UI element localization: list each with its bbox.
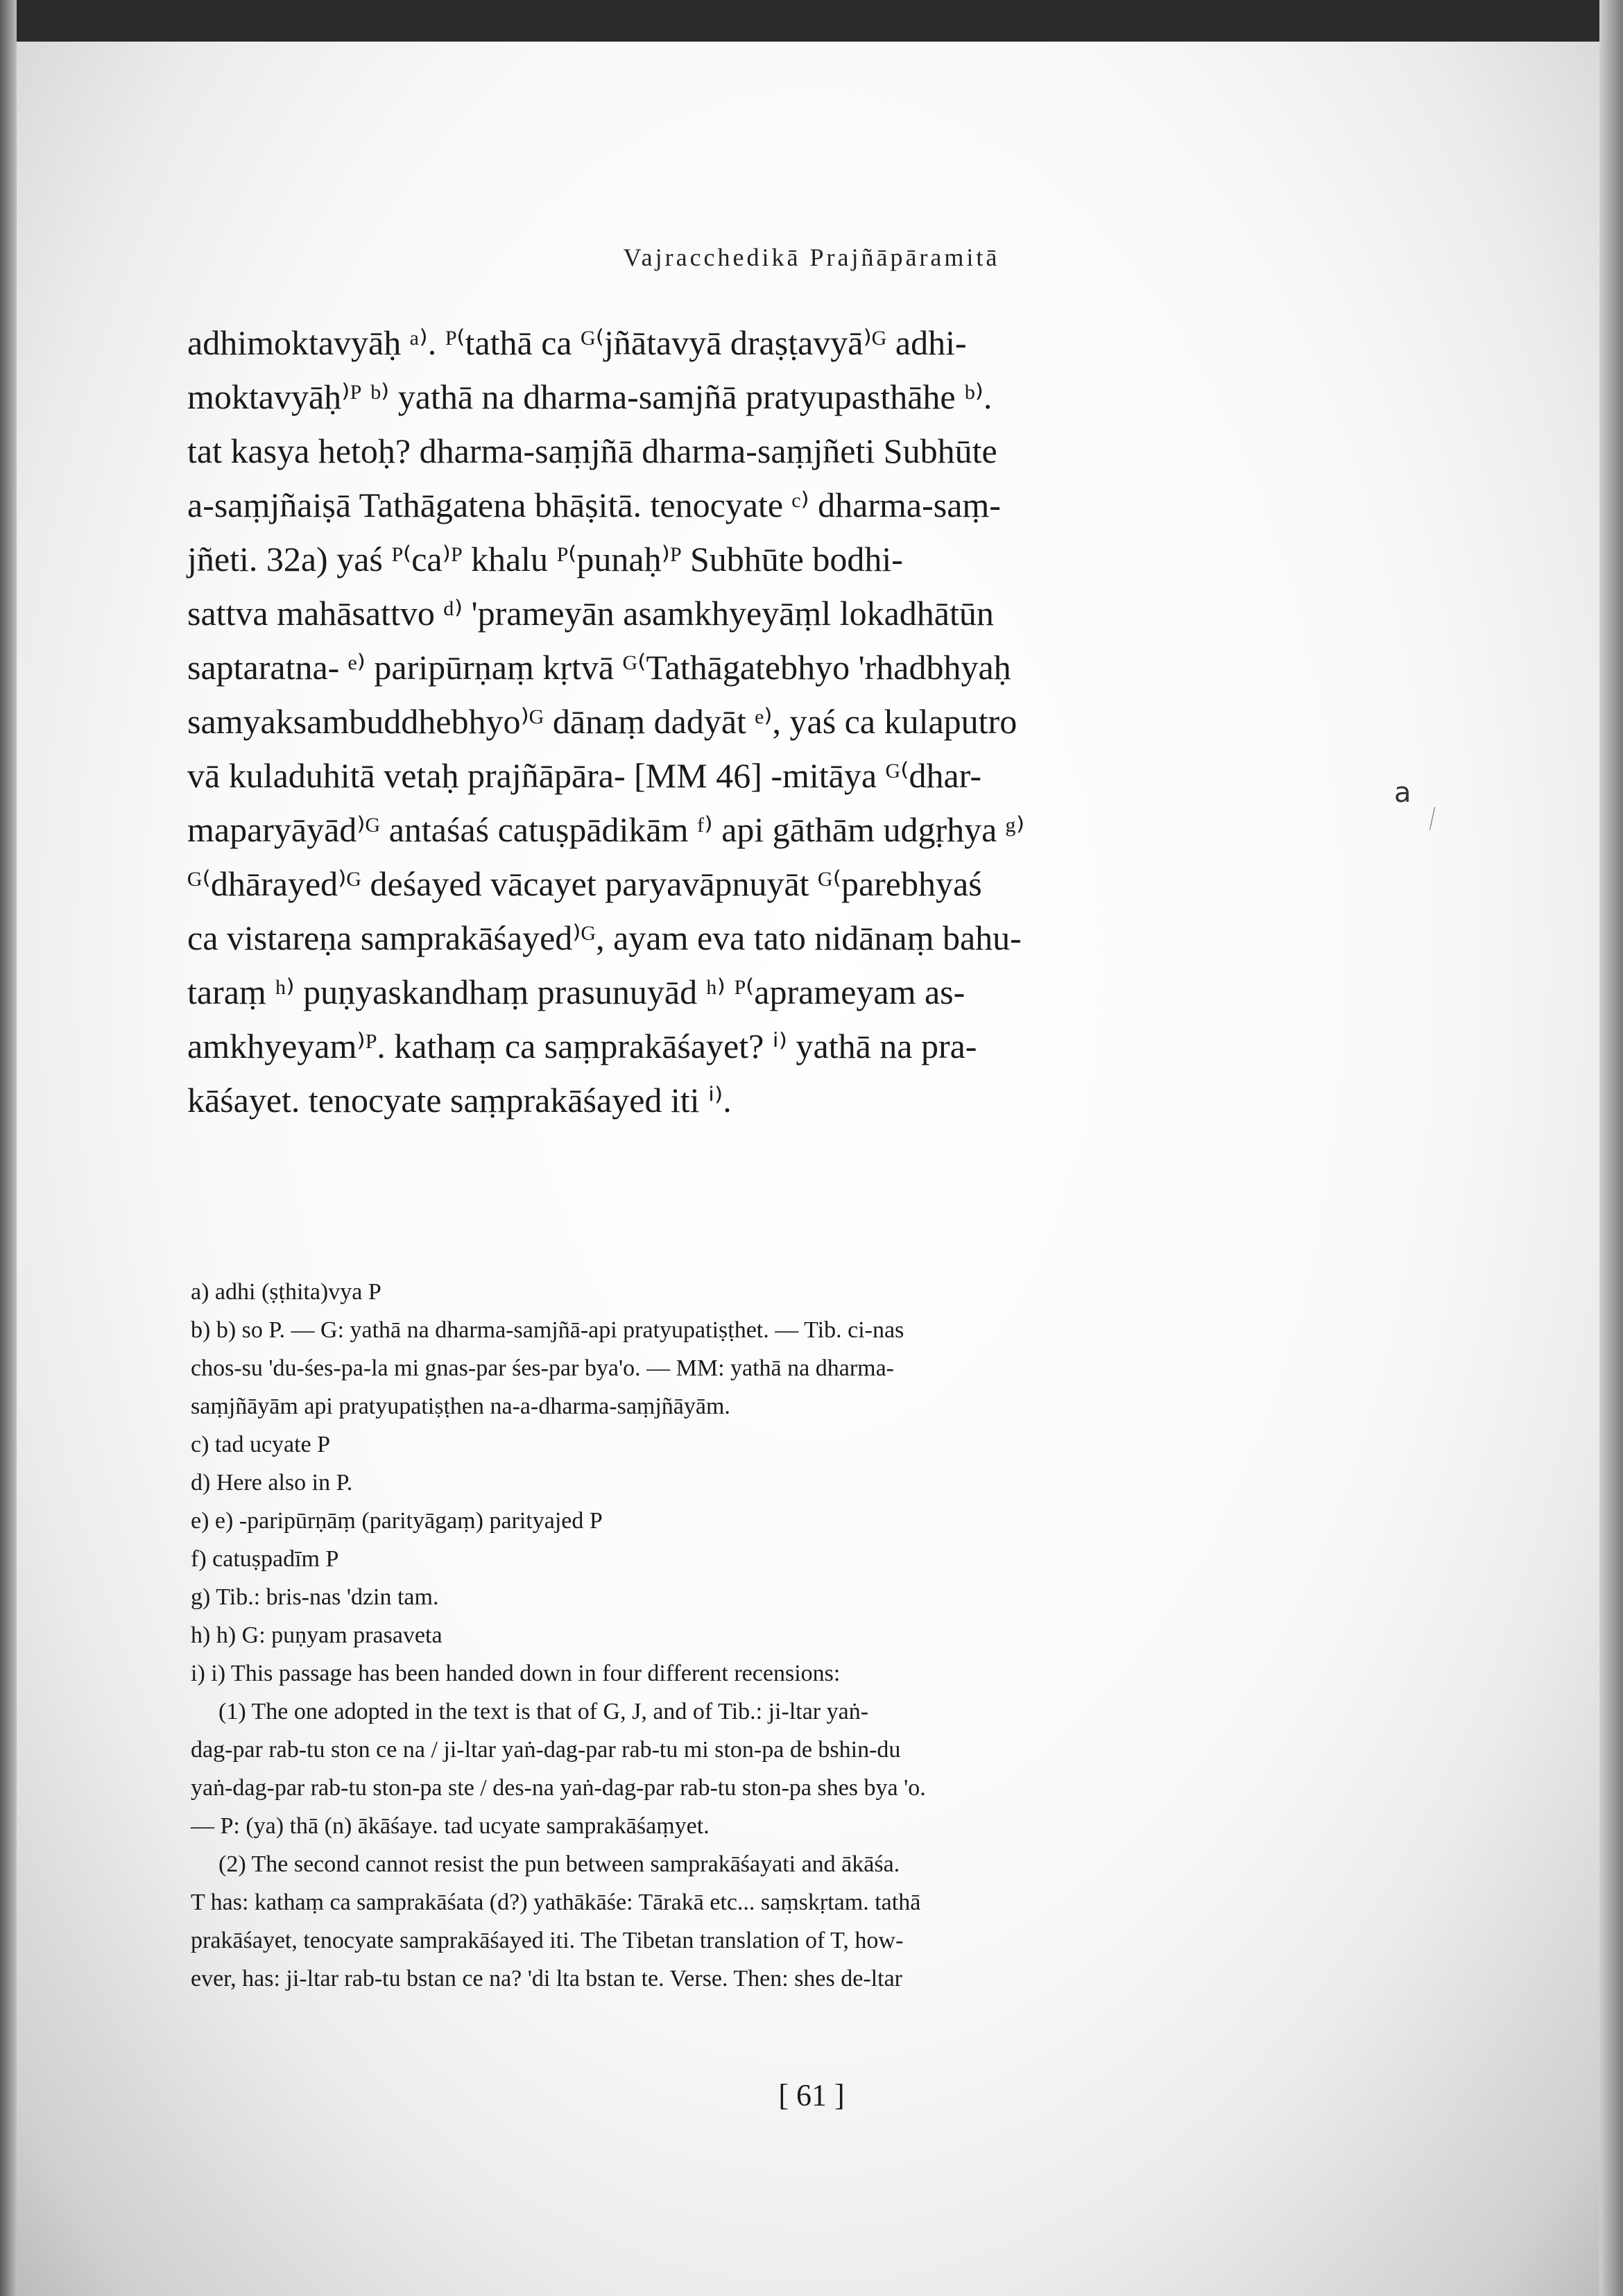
footnote-line: a) adhi (ṣṭhita)vya P <box>191 1279 381 1305</box>
footnote-line: dag-par rab-tu ston ce na / ji-ltar yaṅ-dag-par rab-tu mi ston-pa de bshin-du <box>191 1737 901 1763</box>
footnote-line: i) i) This passage has been handed down in four different recensions: <box>191 1661 841 1686</box>
footnote-line: yaṅ-dag-par rab-tu ston-pa ste / des-na yaṅ-dag-par rab-tu ston-pa shes bya 'o. <box>191 1775 926 1801</box>
footnote-line: T has: kathaṃ ca samprakāśata (d?) yathākāśe: Tārakā etc... saṃskṛtam. tathā <box>191 1890 921 1915</box>
main-line: kāśayet. tenocyate saṃprakāśayed iti ⁱ⁾. <box>187 1081 732 1120</box>
footnote-line: — P: (ya) thā (n) ākāśaye. tad ucyate samprakāśaṃyet. <box>191 1813 710 1839</box>
scan-edge-right <box>1599 0 1623 2296</box>
main-line: tat kasya hetoḥ? dharma-saṃjñā dharma-saṃjñeti Subhūte <box>187 431 997 470</box>
footnotes <box>191 1273 1349 1998</box>
main-line: adhimoktavyāḥ ᵃ⁾. ᴾ⁽tathā ca ᴳ⁽jñātavyā draṣṭavyā⁾ᴳ adhi- <box>187 323 967 362</box>
margin-slash-mark <box>1429 770 1436 867</box>
margin-annotation: a <box>1394 777 1411 809</box>
main-line: sattva mahāsattvo ᵈ⁾ 'prameyān asamkhyeyāṃl lokadhātūn <box>187 594 994 633</box>
footnote-line: f) catuṣpadīm P <box>191 1546 339 1572</box>
main-line: amkhyeyam⁾ᴾ. kathaṃ ca saṃprakāśayet? ⁱ⁾ yathā na pra- <box>187 1027 977 1065</box>
main-line: a-saṃjñaiṣā Tathāgatena bhāṣitā. tenocyate ᶜ⁾ dharma-saṃ- <box>187 486 1001 524</box>
footnote-line: h) h) G: puṇyam prasaveta <box>191 1622 443 1648</box>
footnote-line: saṃjñāyām api pratyupatiṣṭhen na-a-dharma-saṃjñāyām. <box>191 1394 730 1419</box>
main-line: saptaratna- ᵉ⁾ paripūrṇaṃ kṛtvā ᴳ⁽Tathāgatebhyo 'rhadbhyaḥ <box>187 648 1011 687</box>
main-text <box>187 316 1346 1127</box>
scan-edge-top <box>0 0 1623 42</box>
footnote-line: (2) The second cannot resist the pun between samprakāśayati and ākāśa. <box>218 1851 900 1877</box>
page-number: [ 61 ] <box>778 2078 845 2112</box>
footnote-line: (1) The one adopted in the text is that of G, J, and of Tib.: ji-ltar yaṅ- <box>218 1699 869 1724</box>
footnote-line: c) tad ucyate P <box>191 1432 331 1457</box>
footnote-line: chos-su 'du-śes-pa-la mi gnas-par śes-par bya'o. — MM: yathā na dharma- <box>191 1355 895 1381</box>
main-line: ᴳ⁽dhārayed⁾ᴳ deśayed vācayet paryavāpnuyāt ᴳ⁽parebhyaś <box>187 864 982 903</box>
running-title: Vajracchedikā Prajñāpāramitā <box>623 243 1000 271</box>
main-line: taraṃ ʰ⁾ puṇyaskandhaṃ prasunuyād ʰ⁾ ᴾ⁽aprameyam as- <box>187 973 965 1011</box>
main-line: ca vistareṇa samprakāśayed⁾ᴳ, ayam eva tato nidānaṃ bahu- <box>187 918 1022 957</box>
footnote-line: prakāśayet, tenocyate samprakāśayed iti. The Tibetan translation of T, how- <box>191 1928 904 1953</box>
main-line: jñeti. 32a) yaś ᴾ⁽ca⁾ᴾ khalu ᴾ⁽punaḥ⁾ᴾ Subhūte bodhi- <box>187 540 903 579</box>
footnote-line: ever, has: ji-ltar rab-tu bstan ce na? 'di lta bstan te. Verse. Then: shes de-ltar <box>191 1966 902 1991</box>
main-line: vā kuladuhitā vetaḥ prajñāpāra- [MM 46] -mitāya ᴳ⁽dhar- <box>187 756 981 795</box>
main-line: samyaksambuddhebhyo⁾ᴳ dānaṃ dadyāt ᵉ⁾, yaś ca kulaputro <box>187 702 1017 741</box>
scan-edge-left <box>0 0 17 2296</box>
main-line: maparyāyād⁾ᴳ antaśaś catuṣpādikām ᶠ⁾ api gāthām udgṛhya ᵍ⁾ <box>187 810 1025 849</box>
footnote-line: d) Here also in P. <box>191 1470 353 1496</box>
footnote-line: b) b) so P. — G: yathā na dharma-samjñā-api pratyupatiṣṭhet. — Tib. ci-nas <box>191 1317 904 1343</box>
footnote-line: g) Tib.: bris-nas 'dzin tam. <box>191 1584 439 1610</box>
footnote-line: e) e) -paripūrṇāṃ (parityāgaṃ) parityajed P <box>191 1508 603 1534</box>
main-line: moktavyāḥ⁾ᴾ ᵇ⁾ yathā na dharma-samjñā pratyupasthāhe ᵇ⁾. <box>187 377 993 416</box>
